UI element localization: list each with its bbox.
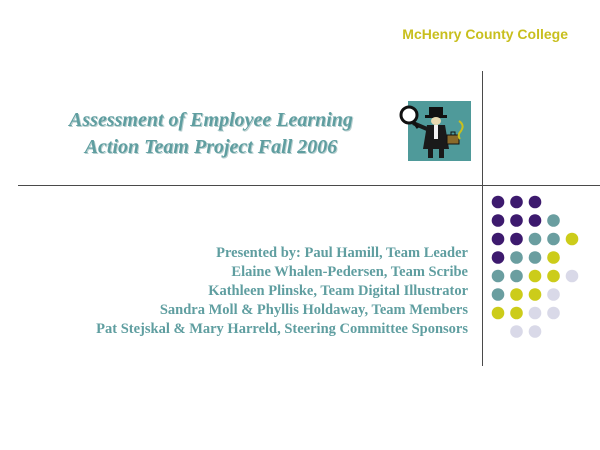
detective-magnifying-glass-icon <box>399 101 471 161</box>
decorative-dot <box>529 325 542 338</box>
decorative-dot <box>510 214 523 227</box>
presenter-line: Kathleen Plinske, Team Digital Illustrator <box>208 283 468 299</box>
decorative-dot <box>529 307 542 320</box>
decorative-dot <box>492 288 505 301</box>
decorative-dot <box>547 251 560 264</box>
decorative-dot <box>547 307 560 320</box>
decorative-dot <box>510 288 523 301</box>
decorative-dot <box>529 214 542 227</box>
college-name: McHenry County College <box>402 26 568 42</box>
decorative-dot <box>566 233 579 246</box>
slide-title <box>30 107 392 161</box>
presenter-line: Sandra Moll & Phyllis Holdaway, Team Members <box>159 302 468 318</box>
decorative-dot <box>547 270 560 283</box>
decorative-dot <box>529 270 542 283</box>
decorative-dot <box>510 251 523 264</box>
decorative-dot <box>510 196 523 209</box>
decorative-dot <box>510 307 523 320</box>
decorative-dot <box>547 233 560 246</box>
vertical-divider <box>482 71 483 366</box>
decorative-dot <box>529 251 542 264</box>
decorative-dot <box>492 307 505 320</box>
decorative-dot <box>529 196 542 209</box>
decorative-dot <box>547 214 560 227</box>
decorative-dot <box>510 325 523 338</box>
presenter-line: Elaine Whalen-Pedersen, Team Scribe <box>231 264 468 280</box>
presenters-list <box>28 244 468 339</box>
decorative-dot <box>492 251 505 264</box>
decorative-dot <box>492 214 505 227</box>
horizontal-divider <box>18 185 600 186</box>
decorative-dot <box>529 288 542 301</box>
decorative-dot <box>510 270 523 283</box>
decorative-dot <box>510 233 523 246</box>
title-line-1: Assessment of Employee Learning <box>69 109 353 131</box>
presenter-line: Presented by: Paul Hamill, Team Leader <box>216 245 468 261</box>
decorative-dot <box>547 288 560 301</box>
decorative-dot <box>566 270 579 283</box>
decorative-dot <box>492 233 505 246</box>
presenter-line: Pat Stejskal & Mary Harreld, Steering Committee Sponsors <box>96 321 468 337</box>
decorative-dot <box>492 196 505 209</box>
decorative-dot <box>529 233 542 246</box>
title-line-2: Action Team Project Fall 2006 <box>84 136 338 158</box>
decorative-dot <box>492 270 505 283</box>
